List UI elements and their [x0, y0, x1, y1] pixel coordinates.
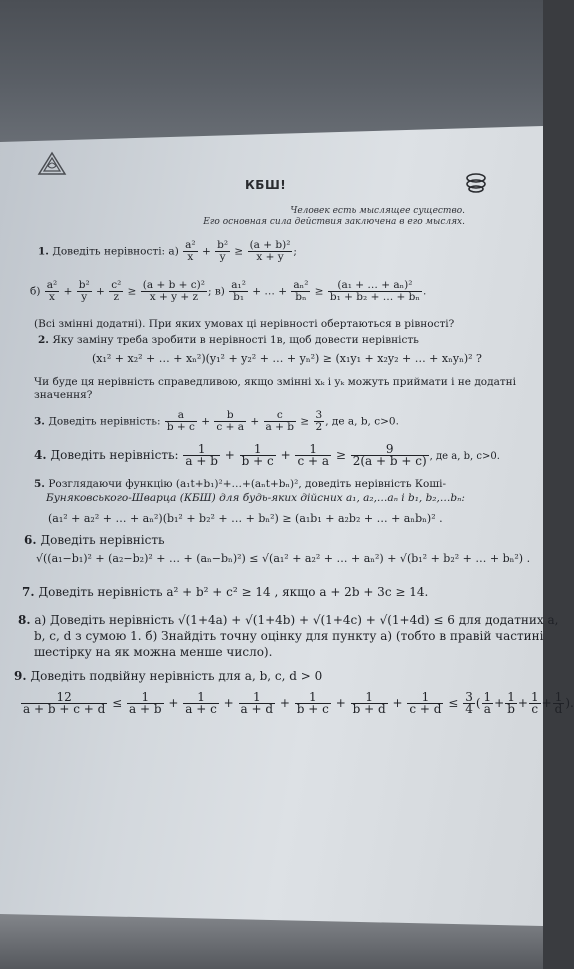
problem-2-formula: (x₁² + x₂² + … + xₙ²)(y₁² + y₂² + … + yₙ²) ≥ (x₁y₁ + x₂y₂ + … + xₙyₙ)² ?	[92, 352, 482, 365]
problem-5-line-1: 5. Розглядаючи функцію (a₁t+b₁)²+…+(aₙt+bₙ)², доведіть нерівність Коші-	[34, 478, 447, 490]
epigraph-line-2: Его основная сила действия заключена в его мыслях.	[203, 217, 465, 227]
problem-2-question-2: значення?	[34, 389, 93, 401]
problem-2-line-1: 2. Яку заміну треба зробити в нерівності 1в, щоб довести нерівність	[38, 334, 419, 346]
triangle-logo-icon	[38, 152, 66, 176]
epigraph-line-1: Человек есть мыслящее существо.	[290, 206, 465, 216]
problem-9-formula: $\frac{12}{a + b + c + d}$ ≤ $\frac{1}{a + b}$ + $\frac{1}{a + c}$ + $\frac{1}{a + d}$ + $\frac{1}{b + c}$ + $\frac{1}{b + d}$ + $\frac{1}{c + d}$ ≤ $\frac{3}{4}$ ( $\frac{1}{a}$ + $\frac{1}{b}$ + $\frac{1}{c}$ + $\frac{1}{d}$ ).	[23, 690, 574, 716]
problem-1-note: (Всі змінні додатні). При яких умовах ці нерівності обертаються в рівності?	[34, 318, 455, 330]
problem-5-formula: (a₁² + a₂² + … + aₙ²)(b₁² + b₂² + … + bₙ²) ≥ (a₁b₁ + a₂b₂ + … + aₙbₙ)² .	[48, 512, 443, 525]
problem-6-line-1: 6. Доведіть нерівність	[24, 533, 165, 547]
problem-text: Доведіть нерівності: а)	[52, 245, 179, 258]
problem-8-line-2: b, c, d з сумою 1. б) Знайдіть точну оцінку для пункту а) (тобто в правій частині	[34, 629, 544, 643]
problem-7: 7. Доведіть нерівність a² + b² + c² ≥ 14 , якщо a + 2b + 3c ≥ 14.	[22, 585, 429, 599]
ribbon-symbol-icon	[464, 172, 488, 194]
problem-9-line-1: 9. Доведіть подвійну нерівність для a, b, c, d > 0	[14, 669, 323, 683]
fraction: $\frac{\text{b²}}{y}$	[217, 239, 229, 263]
problem-5-line-2: Буняковського-Шварца (КБШ) для будь-яких дійсних a₁, a₂,…aₙ і b₁, b₂,…bₙ:	[46, 492, 465, 504]
fraction: $\frac{\text{a²}}{x}$	[185, 239, 196, 263]
problem-1-line-2: б) $\frac{\text{a²}}{x}$ + $\frac{\text{b²}}{y}$ + $\frac{\text{c²}}{z}$ ≥ $\frac{\text{(a + b + c)²}}{x + y + z}$ ; в) $\frac{\text{a₁²}}{\text{b₁}}$ + … + $\frac{\text{aₙ²}}{\text{bₙ}}$ ≥ $\frac{\text{(a₁ + … + aₙ)²}}{\text{b₁ + b₂ + … + bₙ}}$ .	[30, 279, 427, 303]
problem-2-question-1: Чи буде ця нерівність справедливою, якщо змінні xₖ і yₖ можуть приймати і не додатні	[34, 376, 516, 388]
problem-4: 4. Доведіть нерівність: $\frac{1}{a + b}$ + $\frac{1}{b + c}$ + $\frac{1}{c + a}$ ≥ $\frac{9}{2(a + b + c)}$ , де a, b, c>0.	[34, 442, 500, 468]
problem-3: 3. Доведіть нерівність: $\frac{a}{b + c}$ + $\frac{b}{c + a}$ + $\frac{c}{a + b}$ ≥ $\frac{3}{2}$ , де a, b, c>0.	[34, 409, 399, 433]
background-top	[0, 0, 543, 150]
problem-6-formula: √((a₁−b₁)² + (a₂−b₂)² + … + (aₙ−bₙ)²) ≤ √(a₁² + a₂² + … + aₙ²) + √(b₁² + b₂² + … + bₙ²) .	[36, 552, 531, 565]
problem-8-line-1: 8. а) Доведіть нерівність √(1+4a) + √(1+4b) + √(1+4c) + √(1+4d) ≤ 6 для додатних a,	[18, 613, 559, 627]
problem-8-line-3: шестірку на як можна менше число).	[34, 645, 273, 659]
fraction: $\frac{\text{(a + b)²}}{x + y}$	[249, 239, 291, 263]
problem-number: 1.	[38, 245, 49, 258]
page-title: КБШ!	[245, 178, 287, 192]
problem-1-line-1: 1. Доведіть нерівності: а) $\frac{\text{a²}}{x}$ + $\frac{\text{b²}}{y}$ ≥ $\frac{\text{(a + b)²}}{x + y}$ ;	[38, 239, 297, 263]
